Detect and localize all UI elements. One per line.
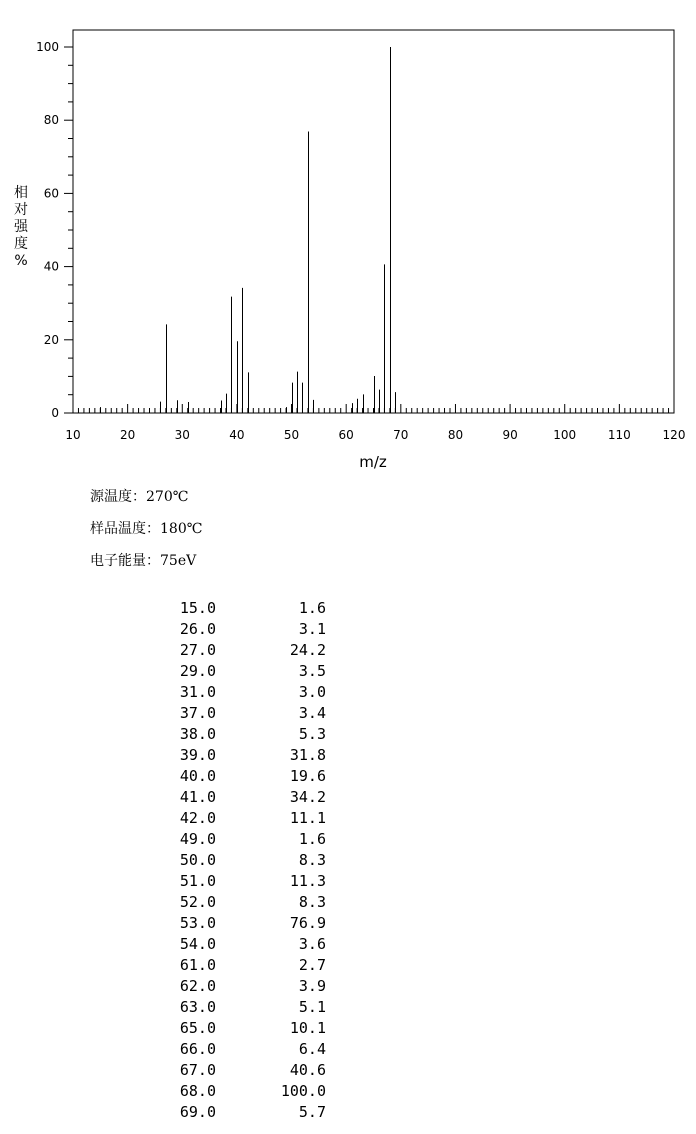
- peak-table-row: [150, 1039, 326, 1060]
- peak-intensity-value: 31.8: [289, 746, 326, 764]
- source-temperature: 源温度：270℃: [90, 489, 189, 505]
- peak-mz-value: 26.0: [179, 620, 216, 638]
- y-axis-title: [14, 184, 29, 269]
- peak-mz-value: 66.0: [179, 1040, 216, 1058]
- peak-intensity-value: 34.2: [289, 788, 326, 806]
- peak-mz-value: 15.0: [179, 599, 216, 617]
- peak-mz-value: 50.0: [179, 851, 216, 869]
- peak-table-row: [150, 682, 326, 703]
- peak-table-row: [150, 955, 326, 976]
- peak-intensity-value: 5.3: [298, 725, 326, 743]
- x-tick-label: 30: [174, 428, 190, 442]
- peak-intensity-value: 24.2: [289, 641, 326, 659]
- x-tick-label: 20: [119, 428, 136, 442]
- peak-mz-value: 37.0: [179, 704, 216, 722]
- peak-table-row: [150, 997, 326, 1018]
- y-axis-title-char: %: [14, 253, 28, 269]
- peak-mz-value: 49.0: [179, 830, 216, 848]
- x-tick-label: 70: [393, 428, 409, 442]
- peak-mz-value: 63.0: [179, 998, 216, 1016]
- y-axis-title-char: 度: [14, 236, 28, 252]
- peak-mz-value: 52.0: [179, 893, 216, 911]
- peak-mz-value: 62.0: [179, 977, 216, 995]
- peak-mz-value: 54.0: [179, 935, 216, 953]
- peak-intensity-value: 3.6: [298, 935, 326, 953]
- x-tick-label: 80: [447, 428, 464, 442]
- spectrum-peaks: [101, 47, 396, 413]
- peak-intensity-value: 5.7: [298, 1103, 326, 1121]
- peak-mz-value: 41.0: [179, 788, 216, 806]
- peak-mz-value: 65.0: [179, 1019, 216, 1037]
- peak-mz-value: 29.0: [179, 662, 216, 680]
- peak-intensity-value: 6.4: [298, 1040, 326, 1058]
- peak-table-row: [150, 703, 326, 724]
- x-tick-label: 100: [553, 428, 577, 442]
- peak-intensity-value: 5.1: [298, 998, 326, 1016]
- peak-table-row: [150, 829, 326, 850]
- instrument-conditions: [90, 486, 202, 582]
- peak-table-row: [150, 850, 326, 871]
- peak-mz-value: 68.0: [179, 1082, 216, 1100]
- peak-table-row: [150, 892, 326, 913]
- peak-intensity-value: 3.1: [298, 620, 326, 638]
- peak-intensity-value: 19.6: [289, 767, 326, 785]
- peak-table-row: [150, 913, 326, 934]
- x-tick-label: 40: [229, 428, 245, 442]
- peak-table: [150, 598, 326, 1123]
- peak-intensity-value: 3.5: [298, 662, 326, 680]
- peak-table-row: [150, 934, 326, 955]
- peak-mz-value: 27.0: [179, 641, 216, 659]
- y-tick-label: 80: [43, 113, 59, 128]
- peak-table-row: [150, 766, 326, 787]
- peak-table-row: [150, 661, 326, 682]
- y-axis-title-char: 强: [14, 219, 28, 235]
- peak-intensity-value: 40.6: [289, 1061, 326, 1079]
- peak-intensity-value: 100.0: [280, 1082, 326, 1100]
- peak-table-row: [150, 787, 326, 808]
- peak-mz-value: 69.0: [179, 1103, 216, 1121]
- peak-intensity-value: 3.0: [298, 683, 326, 701]
- peak-intensity-value: 76.9: [289, 914, 326, 932]
- peak-table-row: [150, 1060, 326, 1081]
- peak-table-row: [150, 808, 326, 829]
- peak-mz-value: 40.0: [179, 767, 216, 785]
- peak-table-row: [150, 724, 326, 745]
- peak-intensity-value: 3.9: [298, 977, 326, 995]
- y-tick-label: 60: [43, 186, 59, 201]
- plot-frame: [73, 30, 674, 413]
- y-axis: [36, 40, 73, 420]
- x-tick-label: 50: [283, 428, 300, 442]
- peak-mz-value: 31.0: [179, 683, 216, 701]
- peak-intensity-value: 8.3: [298, 851, 326, 869]
- peak-intensity-value: 10.1: [289, 1019, 326, 1037]
- peak-intensity-value: 11.3: [289, 872, 326, 890]
- peak-intensity-value: 11.1: [289, 809, 326, 827]
- y-axis-title-char: 相: [14, 185, 28, 201]
- peak-table-row: [150, 619, 326, 640]
- peak-mz-value: 39.0: [179, 746, 216, 764]
- x-axis: [65, 404, 685, 442]
- peak-mz-value: 51.0: [179, 872, 216, 890]
- peak-table-row: [150, 598, 326, 619]
- y-axis-title-char: 对: [14, 202, 28, 218]
- x-tick-label: 10: [65, 428, 81, 442]
- mass-spectrum-chart: [0, 0, 696, 480]
- y-tick-label: 0: [51, 406, 59, 420]
- peak-table-row: [150, 745, 326, 766]
- peak-table-row: [150, 871, 326, 892]
- x-tick-label: 60: [338, 428, 354, 442]
- peak-mz-value: 53.0: [179, 914, 216, 932]
- peak-table-row: [150, 640, 326, 661]
- peak-mz-value: 38.0: [179, 725, 216, 743]
- peak-table-row: [150, 1102, 326, 1123]
- y-tick-label: 20: [43, 332, 59, 347]
- peak-table-row: [150, 1081, 326, 1102]
- peak-table-row: [150, 1018, 326, 1039]
- x-tick-label: 110: [607, 428, 631, 442]
- peak-table-row: [150, 976, 326, 997]
- peak-intensity-value: 8.3: [298, 893, 326, 911]
- peak-intensity-value: 1.6: [298, 830, 326, 848]
- sample-temperature: 样品温度：180℃: [90, 521, 203, 537]
- peak-intensity-value: 1.6: [298, 599, 326, 617]
- peak-mz-value: 42.0: [179, 809, 216, 827]
- peak-mz-value: 67.0: [179, 1061, 216, 1079]
- x-tick-label: 120: [662, 428, 686, 442]
- electron-energy: 电子能量：75eV: [90, 553, 197, 569]
- y-tick-label: 100: [36, 40, 59, 54]
- x-tick-label: 90: [502, 428, 518, 442]
- peak-intensity-value: 3.4: [298, 704, 326, 722]
- peak-intensity-value: 2.7: [298, 956, 326, 974]
- y-tick-label: 40: [43, 259, 59, 274]
- peak-mz-value: 61.0: [179, 956, 216, 974]
- x-axis-title: m/z: [359, 453, 387, 471]
